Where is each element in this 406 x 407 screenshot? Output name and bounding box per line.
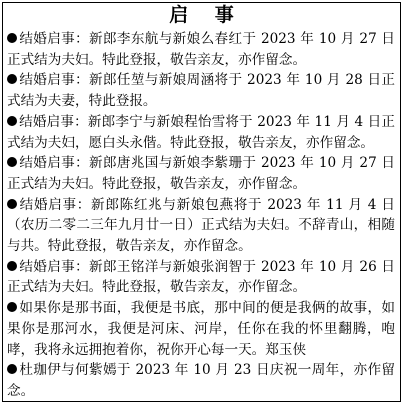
notice-item: [7, 257, 395, 298]
bullet-icon: [7, 33, 17, 43]
notice-item-text: 结婚启事：新郎李东航与新娘么春红于 2023 年 10 月 27 日正式结为夫妇。特此登报，敬告亲友，亦作留念。: [7, 31, 395, 68]
bullet-icon: [7, 261, 17, 271]
notice-item-text: 结婚启事：新郎任堃与新娘周涵将于 2023 年 10 月 28 日正式结为夫妻，特此登报。: [7, 72, 395, 110]
bullet-icon: [7, 116, 17, 126]
notice-item: [7, 153, 395, 194]
notice-item-text: 如果你是那书面，我便是书底，那中间的便是我俩的故事，如果你是那河水，我便是河床、河岸，任你在我的怀里翻腾，咆哮，我将永远拥抱着你，祝你开心每一天。郑玉侠: [7, 300, 395, 358]
notice-item-text: 结婚启事：新郎王铭洋与新娘张润智于 2023 年 10 月 26 日正式结为夫妇。特此登报，敬告亲友，亦作留念。: [7, 258, 395, 296]
notice-item: [7, 195, 395, 257]
bullet-icon: [7, 157, 17, 167]
notice-item: [7, 298, 395, 360]
notice-box: [2, 2, 401, 402]
notice-title: 启 事: [169, 4, 244, 26]
bullet-icon: [7, 302, 17, 312]
notice-item: [7, 70, 395, 111]
bullet-icon: [7, 74, 17, 84]
bullet-icon: [7, 364, 17, 374]
notice-item-text: 结婚启事：新郎李宁与新娘程怡雪将于 2023 年 11 月 4 日正式结为夫妇，愿白头永偕。特此登报，敬告亲友，亦作留念。: [7, 113, 395, 151]
notice-item: [7, 29, 395, 70]
notice-item-text: 结婚启事：新郎唐兆国与新娘李紫珊于 2023 年 10 月 27 日正式结为夫妇。特此登报，敬告亲友，亦作留念。: [7, 155, 395, 192]
notice-list: [3, 29, 400, 402]
notice-item: [7, 360, 395, 401]
notice-item-text: 结婚启事：新郎陈红兆与新娘包燕将于 2023 年 11 月 4 日（农历二零二三年九月廿一日）正式结为夫妇。不辞青山，相随与共。特此登报，敬告亲友，亦作留念。: [7, 196, 395, 255]
notice-item-text: 杜珈伊与何紫嫣于 2023 年 10 月 23 日庆祝一周年，亦作留念。: [7, 362, 395, 399]
notice-item: [7, 112, 395, 153]
bullet-icon: [7, 199, 17, 209]
